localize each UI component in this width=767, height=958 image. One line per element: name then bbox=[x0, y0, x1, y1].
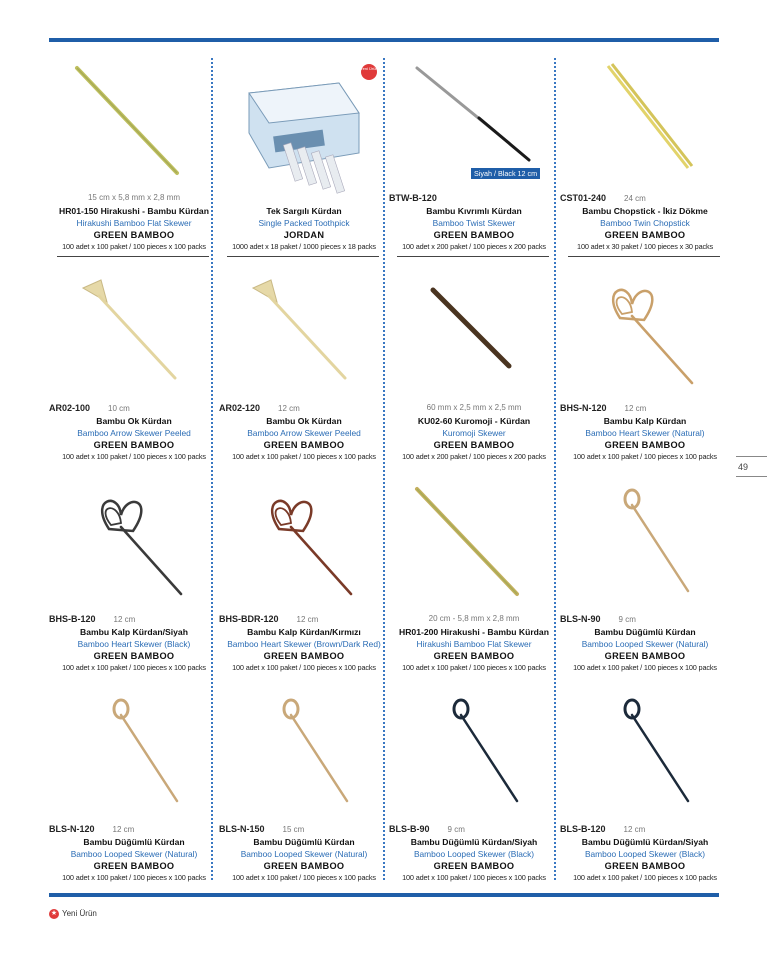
product-code: BLS-N-120 bbox=[49, 824, 95, 834]
code-size-line bbox=[219, 824, 389, 834]
code-size-line bbox=[560, 824, 730, 834]
product-brand: GREEN BAMBOO bbox=[93, 230, 175, 240]
product-size: 15 cm x 5,8 mm x 2,8 mm bbox=[87, 193, 181, 202]
product-size: 12 cm bbox=[113, 615, 136, 624]
product-image bbox=[389, 689, 559, 829]
product-name-en: Bamboo Arrow Skewer Peeled bbox=[247, 428, 361, 438]
product-name-tr: Bambu Chopstick - İkiz Dökme bbox=[582, 206, 708, 216]
product-card bbox=[49, 689, 219, 899]
product-brand: GREEN BAMBOO bbox=[604, 440, 686, 450]
product-code: BHS-B-120 bbox=[49, 614, 96, 624]
product-card bbox=[389, 479, 559, 689]
code-size-line bbox=[219, 614, 389, 624]
product-card bbox=[560, 689, 730, 899]
code-size-line bbox=[389, 193, 559, 203]
product-name-en: Single Packed Toothpick bbox=[258, 218, 350, 228]
product-brand: GREEN BAMBOO bbox=[93, 861, 175, 871]
product-size: 15 cm bbox=[282, 825, 305, 834]
product-pack: 100 adet x 100 paket / 100 pieces x 100 packs bbox=[232, 873, 376, 882]
product-name-tr: Bambu Ok Kürdan bbox=[96, 416, 172, 426]
product-name-tr: Bambu Düğümlü Kürdan/Siyah bbox=[581, 837, 709, 847]
product-card bbox=[49, 479, 219, 689]
product-image bbox=[219, 479, 389, 619]
product-pack: 100 adet x 100 paket / 100 pieces x 100 packs bbox=[62, 452, 206, 461]
product-image bbox=[560, 58, 730, 198]
product-name-tr: HR01-200 Hirakushi - Bambu Kürdan bbox=[399, 627, 549, 637]
product-card bbox=[389, 689, 559, 899]
product-name-tr: Bambu Ok Kürdan bbox=[266, 416, 342, 426]
product-card bbox=[219, 268, 389, 478]
product-size: 20 cm - 5,8 mm x 2,8 mm bbox=[428, 614, 520, 623]
footer-legend bbox=[49, 909, 97, 919]
code-size-line bbox=[219, 403, 389, 413]
product-size: 12 cm bbox=[278, 404, 300, 413]
row-underline bbox=[57, 256, 209, 257]
product-pack: 100 adet x 100 paket / 100 pieces x 100 packs bbox=[573, 663, 717, 672]
product-brand: GREEN BAMBOO bbox=[263, 861, 345, 871]
row-underline bbox=[568, 256, 720, 257]
code-size-line bbox=[560, 193, 730, 203]
product-name-en: Bamboo Looped Skewer (Black) bbox=[413, 849, 535, 859]
product-pack: 100 adet x 100 paket / 100 pieces x 100 packs bbox=[232, 663, 376, 672]
product-pack: 100 adet x 200 paket / 100 pieces x 200 packs bbox=[402, 242, 546, 251]
product-name-tr: Bambu Düğümlü Kürdan bbox=[253, 837, 355, 847]
product-image bbox=[219, 58, 389, 198]
product-size: 9 cm bbox=[447, 825, 465, 834]
product-brand: GREEN BAMBOO bbox=[263, 440, 345, 450]
product-code: CST01-240 bbox=[560, 193, 607, 203]
product-size: 24 cm bbox=[624, 194, 646, 203]
product-code: BLS-N-150 bbox=[219, 824, 265, 834]
product-brand: JORDAN bbox=[283, 230, 325, 240]
product-card bbox=[560, 58, 730, 268]
product-name-tr: HR01-150 Hirakushi - Bambu Kürdan bbox=[59, 206, 209, 216]
code-size-line bbox=[389, 824, 559, 834]
code-size-line bbox=[560, 403, 730, 413]
product-pack: 100 adet x 100 paket / 100 pieces x 100 packs bbox=[402, 663, 546, 672]
product-name-tr: Bambu Kalp Kürdan/Kırmızı bbox=[247, 627, 361, 637]
top-rule bbox=[49, 38, 719, 42]
product-pack: 100 adet x 100 paket / 100 pieces x 100 packs bbox=[62, 663, 206, 672]
product-name-tr: Bambu Düğümlü Kürdan/Siyah bbox=[410, 837, 538, 847]
product-brand: GREEN BAMBOO bbox=[433, 651, 515, 661]
product-name-tr: Bambu Kıvrımlı Kürdan bbox=[426, 206, 522, 216]
product-pack: 1000 adet x 18 paket / 1000 pieces x 18 packs bbox=[232, 242, 376, 251]
product-code: AR02-100 bbox=[49, 403, 91, 413]
product-name-en: Hirakushi Bamboo Flat Skewer bbox=[76, 218, 192, 228]
product-card bbox=[49, 268, 219, 478]
product-card bbox=[560, 479, 730, 689]
product-image bbox=[219, 268, 389, 408]
product-name-en: Bamboo Heart Skewer (Black) bbox=[77, 639, 191, 649]
product-card bbox=[219, 58, 389, 268]
row-underline bbox=[227, 256, 379, 257]
product-code: BLS-N-90 bbox=[560, 614, 601, 624]
product-image bbox=[219, 689, 389, 829]
code-size-line bbox=[389, 403, 559, 412]
product-image bbox=[49, 268, 219, 408]
product-brand: GREEN BAMBOO bbox=[433, 861, 515, 871]
product-size: 12 cm bbox=[112, 825, 135, 834]
product-brand: GREEN BAMBOO bbox=[433, 230, 515, 240]
product-name-tr: KU02-60 Kuromoji - Kürdan bbox=[417, 416, 531, 426]
product-name-tr: Bambu Kalp Kürdan/Siyah bbox=[80, 627, 188, 637]
new-product-icon: ★ bbox=[50, 910, 58, 917]
product-size: 12 cm bbox=[623, 825, 646, 834]
page-number: 49 bbox=[738, 462, 749, 472]
product-pack: 100 adet x 30 paket / 100 pieces x 30 packs bbox=[577, 242, 713, 251]
product-pack: 100 adet x 100 paket / 100 pieces x 100 packs bbox=[62, 242, 206, 251]
product-brand: GREEN BAMBOO bbox=[433, 440, 515, 450]
code-size-line bbox=[49, 614, 219, 624]
product-name-en: Bamboo Looped Skewer (Black) bbox=[584, 849, 706, 859]
product-brand: GREEN BAMBOO bbox=[263, 651, 345, 661]
product-name-tr: Bambu Kalp Kürdan bbox=[603, 416, 687, 426]
product-image bbox=[389, 479, 559, 619]
product-name-en: Bamboo Looped Skewer (Natural) bbox=[70, 849, 198, 859]
product-card bbox=[49, 58, 219, 268]
product-card bbox=[560, 268, 730, 478]
product-code: BHS-BDR-120 bbox=[219, 614, 279, 624]
row-underline bbox=[397, 256, 549, 257]
product-pack: 100 adet x 100 paket / 100 pieces x 100 packs bbox=[402, 873, 546, 882]
code-size-line bbox=[49, 824, 219, 834]
new-product-label: Yeni Ürün bbox=[62, 909, 97, 919]
product-name-en: Bamboo Twist Skewer bbox=[432, 218, 516, 228]
product-code: BLS-B-90 bbox=[389, 824, 430, 834]
product-image bbox=[560, 479, 730, 619]
product-card bbox=[389, 268, 559, 478]
product-code: BLS-B-120 bbox=[560, 824, 606, 834]
new-product-badge: Yeni Ürün bbox=[360, 66, 378, 71]
product-name-tr: Bambu Düğümlü Kürdan bbox=[594, 627, 696, 637]
product-name-en: Bamboo Heart Skewer (Natural) bbox=[585, 428, 705, 438]
product-brand: GREEN BAMBOO bbox=[604, 861, 686, 871]
product-card bbox=[219, 689, 389, 899]
product-brand: GREEN BAMBOO bbox=[93, 651, 175, 661]
product-name-en: Bamboo Looped Skewer (Natural) bbox=[581, 639, 709, 649]
product-name-en: Bamboo Arrow Skewer Peeled bbox=[77, 428, 191, 438]
product-pack: 100 adet x 100 paket / 100 pieces x 100 packs bbox=[573, 873, 717, 882]
product-name-tr: Bambu Düğümlü Kürdan bbox=[83, 837, 185, 847]
code-size-line bbox=[49, 403, 219, 413]
product-image bbox=[560, 689, 730, 829]
product-image bbox=[49, 479, 219, 619]
product-image bbox=[49, 689, 219, 829]
product-code: BTW-B-120 bbox=[389, 193, 437, 203]
product-code: BHS-N-120 bbox=[560, 403, 607, 413]
product-name-en: Bamboo Heart Skewer (Brown/Dark Red) bbox=[227, 639, 381, 649]
product-name-en: Hirakushi Bamboo Flat Skewer bbox=[416, 639, 532, 649]
product-pack: 100 adet x 100 paket / 100 pieces x 100 packs bbox=[573, 452, 717, 461]
product-image bbox=[49, 58, 219, 198]
product-pack: 100 adet x 200 paket / 100 pieces x 200 packs bbox=[402, 452, 546, 461]
product-size: 12 cm bbox=[296, 615, 319, 624]
product-pack: 100 adet x 100 paket / 100 pieces x 100 packs bbox=[232, 452, 376, 461]
product-image bbox=[389, 268, 559, 408]
page-number-rule bbox=[736, 456, 767, 457]
product-name-tr: Tek Sargılı Kürdan bbox=[266, 206, 342, 216]
product-pack: 100 adet x 100 paket / 100 pieces x 100 packs bbox=[62, 873, 206, 882]
product-size: 60 mm x 2,5 mm x 2,5 mm bbox=[426, 403, 522, 412]
product-size: 12 cm bbox=[624, 404, 647, 413]
color-size-tag: Siyah / Black 12 cm bbox=[471, 168, 540, 179]
product-size: 9 cm bbox=[618, 615, 636, 624]
product-card bbox=[219, 479, 389, 689]
product-brand: GREEN BAMBOO bbox=[93, 440, 175, 450]
product-name-en: Bamboo Twin Chopstick bbox=[600, 218, 690, 228]
code-size-line bbox=[560, 614, 730, 624]
product-card bbox=[389, 58, 559, 268]
product-brand: GREEN BAMBOO bbox=[604, 651, 686, 661]
product-size: 10 cm bbox=[108, 404, 130, 413]
product-image bbox=[560, 268, 730, 408]
code-size-line bbox=[389, 614, 559, 623]
product-brand: GREEN BAMBOO bbox=[604, 230, 686, 240]
page-number-rule bbox=[736, 476, 767, 477]
code-size-line bbox=[49, 193, 219, 202]
product-code: AR02-120 bbox=[219, 403, 261, 413]
product-name-en: Kuromoji Skewer bbox=[442, 428, 506, 438]
product-name-en: Bamboo Looped Skewer (Natural) bbox=[240, 849, 368, 859]
